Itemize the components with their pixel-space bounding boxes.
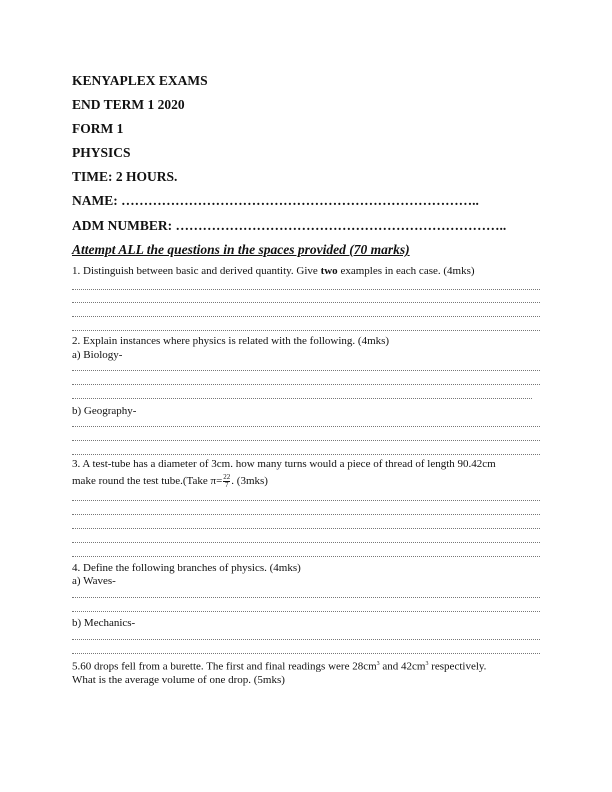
fraction — [223, 474, 230, 489]
form-title: FORM 1 — [72, 121, 124, 136]
q2-part-a: a) Biology- — [72, 349, 123, 361]
q4-part-b: b) Mechanics- — [72, 617, 136, 629]
answer-line — [72, 330, 540, 331]
answer-line — [72, 302, 540, 303]
answer-line — [72, 514, 540, 515]
answer-line — [72, 370, 540, 371]
answer-line — [72, 440, 540, 441]
question-3-line-2 — [72, 474, 268, 489]
q1-text: 1. Distinguish between basic and derived quantity. Give — [72, 265, 321, 277]
q5-text: 5.60 drops fell from a burette. The first and final readings were 28cm — [72, 660, 377, 673]
school-title: KENYAPLEX EXAMS — [72, 73, 208, 88]
answer-line — [72, 597, 540, 598]
answer-line — [72, 639, 540, 640]
answer-line — [72, 556, 540, 557]
question-1 — [72, 265, 475, 278]
question-4: 4. Define the following branches of physics. (4mks) — [72, 562, 301, 574]
fraction-denominator: 7 — [225, 481, 229, 489]
answer-line — [72, 398, 532, 399]
superscript: 3 — [376, 661, 380, 667]
adm-number-field: ADM NUMBER: ……………………………………………………………….. — [72, 218, 507, 233]
q3-text-end: . (3mks) — [231, 475, 268, 488]
answer-line — [72, 500, 540, 501]
answer-line — [72, 528, 540, 529]
question-5-line-1 — [72, 658, 486, 674]
term-title: END TERM 1 2020 — [72, 97, 185, 112]
answer-line — [72, 454, 540, 455]
instructions: Attempt ALL the questions in the spaces provided (70 marks) — [72, 242, 410, 257]
q4-part-a: a) Waves- — [72, 575, 116, 587]
answer-line — [72, 384, 540, 385]
q1-bold: two — [320, 265, 338, 277]
q3-text: make round the test tube.(Take π= — [72, 475, 223, 488]
superscript: 3 — [425, 661, 429, 667]
name-field: NAME: …………………………………………………………………….. — [72, 193, 479, 208]
question-2: 2. Explain instances where physics is related with the following. (4mks) — [72, 335, 390, 347]
answer-line — [72, 653, 540, 654]
answer-line — [72, 289, 540, 290]
question-5-line-2: What is the average volume of one drop. (5mks) — [72, 674, 285, 686]
answer-line — [72, 316, 540, 317]
answer-line — [72, 542, 540, 543]
answer-line — [72, 611, 540, 612]
q5-text: respectively. — [428, 660, 487, 673]
subject-title: PHYSICS — [72, 145, 131, 160]
time-title: TIME: 2 HOURS. — [72, 169, 178, 184]
q2-part-b: b) Geography- — [72, 405, 137, 417]
q5-text: and 42cm — [379, 660, 426, 673]
fraction-numerator: 22 — [223, 473, 231, 481]
answer-line — [72, 426, 540, 427]
q1-text-end: examples in each case. (4mks) — [337, 265, 475, 277]
question-3-line-1: 3. A test-tube has a diameter of 3cm. how many turns would a piece of thread of length 90.42cm — [72, 458, 496, 470]
